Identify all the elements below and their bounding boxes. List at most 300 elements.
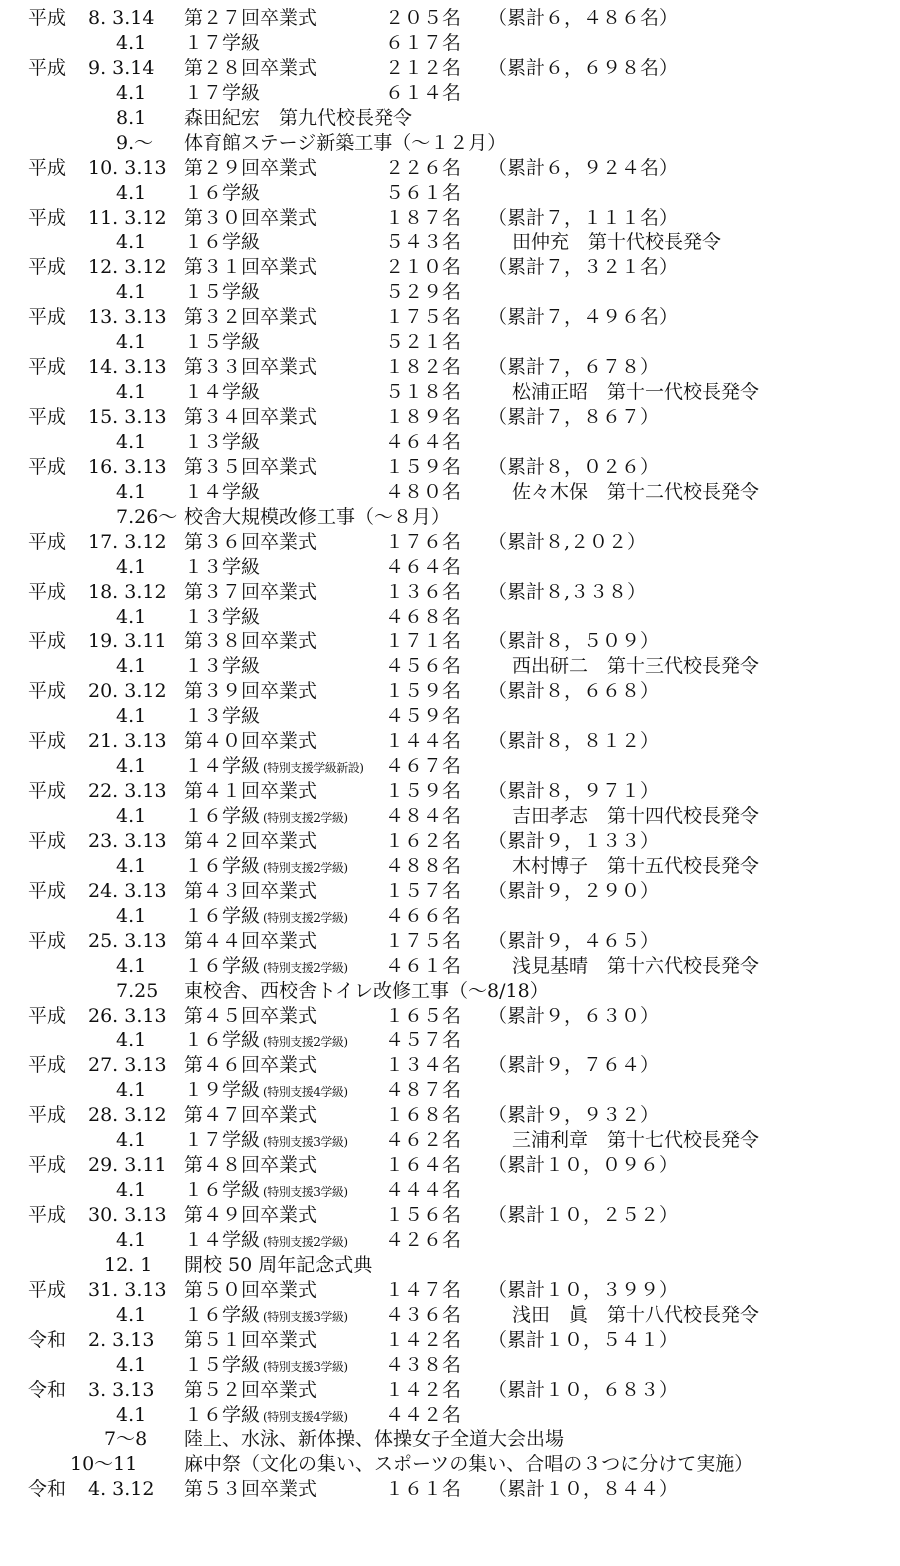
event-text — [184, 1028, 348, 1055]
date-label: 4.1 — [116, 705, 147, 728]
event-text — [184, 1378, 317, 1403]
date-label: 23. 3.13 — [88, 829, 167, 852]
student-count: ４５７名 — [385, 1029, 462, 1052]
principal-appointment: 松浦正昭 第十一代校長発令 — [512, 381, 760, 404]
cumulative-total: （累計１０，３９９） — [488, 1278, 679, 1301]
event-text — [184, 1153, 317, 1178]
event-text — [184, 804, 348, 831]
date-label: 16. 3.13 — [88, 455, 167, 478]
event-label: １６学級 — [184, 181, 261, 204]
history-row — [0, 729, 900, 754]
student-count: １５９名 — [385, 455, 462, 478]
event-text — [184, 1078, 348, 1105]
event-label: 体育館ステージ新築工事（～１２月） — [184, 131, 507, 154]
principal-appointment: 西出研二 第十三代校長発令 — [512, 655, 760, 678]
cumulative-total: （累計６，６９８名） — [488, 56, 679, 79]
cumulative-total: （累計８，９７１） — [488, 780, 660, 803]
history-row — [0, 1427, 900, 1452]
student-count: １６４名 — [385, 1154, 462, 1177]
history-row — [0, 380, 900, 405]
history-row — [0, 1477, 900, 1502]
student-count: ４４４名 — [385, 1179, 462, 1202]
student-count: １７６名 — [385, 530, 462, 553]
event-label: １４学級 — [184, 381, 261, 404]
event-text — [184, 156, 317, 181]
event-text — [184, 1053, 317, 1078]
special-support-note: (特別支援3学級) — [263, 1185, 348, 1200]
event-label: 第３２回卒業式 — [184, 306, 318, 329]
history-row — [0, 131, 900, 156]
student-count: ４８８名 — [385, 854, 462, 877]
era-label: 平成 — [28, 1104, 67, 1127]
history-row — [0, 1178, 900, 1203]
special-support-note: (特別支援2学級) — [263, 1035, 348, 1050]
student-count: ５４３名 — [385, 231, 462, 254]
history-row — [0, 1353, 900, 1378]
event-label: １６学級 — [184, 904, 261, 927]
date-label: 22. 3.13 — [88, 780, 167, 803]
era-label: 平成 — [28, 580, 67, 603]
date-label: 14. 3.13 — [88, 356, 167, 379]
cumulative-total: （累計６，９２４名） — [488, 156, 679, 179]
era-label: 平成 — [28, 1204, 67, 1226]
event-label: １５学級 — [184, 1353, 261, 1376]
date-label: 31. 3.13 — [88, 1278, 167, 1301]
student-count: ４６６名 — [385, 904, 462, 927]
history-row — [0, 1378, 900, 1403]
event-text — [184, 1477, 317, 1502]
student-count: １５９名 — [385, 780, 462, 803]
special-support-note: (特別支援2学級) — [263, 910, 348, 925]
history-row — [0, 929, 900, 954]
principal-appointment: 浅田 眞 第十八代校長発令 — [512, 1303, 760, 1326]
event-text — [184, 56, 317, 81]
special-support-note: (特別支援学級新設) — [263, 761, 364, 776]
date-label: 27. 3.13 — [88, 1054, 167, 1077]
cumulative-total: （累計１０，５４１） — [488, 1328, 679, 1351]
event-label: 第４６回卒業式 — [184, 1054, 318, 1077]
date-label: 4.1 — [116, 954, 147, 977]
date-label: 20. 3.12 — [88, 680, 167, 703]
event-text — [184, 455, 317, 480]
event-label: １６学級 — [184, 1029, 261, 1052]
date-label: 9.～ — [116, 131, 154, 154]
date-label: 12. 1 — [104, 1253, 153, 1276]
date-label: 4. 3.12 — [88, 1478, 155, 1501]
student-count: ４６４名 — [385, 430, 462, 453]
date-label: 8. 3.14 — [88, 7, 155, 29]
event-label: 陸上、水泳、新体操、体操女子全道大会出場 — [184, 1428, 565, 1451]
student-count: ５２１名 — [385, 331, 462, 354]
era-label: 平成 — [28, 879, 67, 902]
student-count: ５６１名 — [385, 181, 462, 204]
date-label: 4.1 — [116, 331, 147, 354]
event-text — [184, 181, 260, 206]
history-row — [0, 480, 900, 505]
event-text — [184, 31, 260, 56]
cumulative-total: （累計８，５０９） — [488, 630, 660, 653]
cumulative-total: （累計９，６３０） — [488, 1004, 660, 1027]
event-label: 麻中祭（文化の集い、スポーツの集い、合唱の３つに分けて実施） — [184, 1453, 754, 1476]
event-label: 第４０回卒業式 — [184, 730, 318, 753]
history-row — [0, 605, 900, 630]
event-text — [184, 1328, 317, 1353]
date-label: 30. 3.13 — [88, 1204, 167, 1226]
event-label: 第５２回卒業式 — [184, 1378, 318, 1401]
special-support-note: (特別支援2学級) — [263, 860, 348, 875]
student-count: ４４２名 — [385, 1403, 462, 1426]
date-label: 4.1 — [116, 854, 147, 877]
date-label: 24. 3.13 — [88, 879, 167, 902]
history-row — [0, 505, 900, 530]
date-label: 4.1 — [116, 81, 147, 104]
event-text — [184, 829, 317, 854]
student-count: ４５９名 — [385, 705, 462, 728]
student-count: １５９名 — [385, 680, 462, 703]
date-label: 8.1 — [116, 106, 147, 129]
cumulative-total: （累計９，２９０） — [488, 879, 660, 902]
history-row — [0, 779, 900, 804]
principal-appointment: 浅見基晴 第十六代校長発令 — [512, 954, 760, 977]
event-label: １５学級 — [184, 281, 261, 304]
era-label: 平成 — [28, 1004, 67, 1027]
history-row — [0, 580, 900, 605]
event-text — [184, 1278, 317, 1303]
event-label: １３学級 — [184, 555, 261, 578]
event-text — [184, 280, 260, 305]
cumulative-total: （累計８，０２６） — [488, 455, 660, 478]
era-label: 平成 — [28, 829, 67, 852]
era-label: 平成 — [28, 780, 67, 803]
history-row — [0, 430, 900, 455]
date-label: 29. 3.11 — [88, 1154, 167, 1177]
special-support-note: (特別支援4学級) — [263, 1409, 348, 1424]
date-label: 4.1 — [116, 281, 147, 304]
student-count: ４８４名 — [385, 805, 462, 827]
era-label: 平成 — [28, 630, 67, 653]
era-label: 平成 — [28, 929, 67, 952]
date-label: 4.1 — [116, 1029, 147, 1052]
student-count: ４３６名 — [385, 1303, 462, 1326]
student-count: ４８７名 — [385, 1079, 462, 1102]
date-label: 4.1 — [116, 1179, 147, 1202]
event-text — [184, 754, 363, 781]
date-label: 4.1 — [116, 1303, 147, 1326]
student-count: ６１４名 — [385, 81, 462, 104]
event-label: １６学級 — [184, 954, 261, 977]
event-text — [184, 6, 317, 31]
event-label: 第２７回卒業式 — [184, 7, 318, 29]
date-label: 21. 3.13 — [88, 730, 167, 753]
era-label: 平成 — [28, 156, 67, 179]
event-label: １３学級 — [184, 605, 261, 628]
event-text — [184, 704, 260, 729]
cumulative-total: （累計９，７６４） — [488, 1054, 660, 1077]
date-label: 12. 3.12 — [88, 256, 167, 279]
history-row — [0, 1153, 900, 1178]
student-count: ４６４名 — [385, 555, 462, 578]
student-count: １４２名 — [385, 1328, 462, 1351]
cumulative-total: （累計８，６６８） — [488, 680, 660, 703]
cumulative-total: （累計８，８１２） — [488, 730, 660, 753]
principal-appointment: 佐々木保 第十二代校長発令 — [512, 480, 760, 503]
event-label: １５学級 — [184, 331, 261, 354]
event-label: １４学級 — [184, 755, 261, 778]
history-row — [0, 904, 900, 929]
history-row — [0, 81, 900, 106]
date-label: 4.1 — [116, 805, 147, 827]
event-text — [184, 1004, 317, 1029]
cumulative-total: （累計７，１１１名） — [488, 206, 679, 229]
date-label: 4.1 — [116, 1228, 147, 1251]
date-label: 4.1 — [116, 1403, 147, 1426]
event-label: 第３３回卒業式 — [184, 356, 318, 379]
history-row — [0, 1128, 900, 1153]
history-row — [0, 455, 900, 480]
era-label: 平成 — [28, 206, 67, 229]
history-row — [0, 854, 900, 879]
history-row — [0, 879, 900, 904]
event-label: 森田紀宏 第九代校長発令 — [184, 106, 413, 129]
event-label: 第３７回卒業式 — [184, 580, 318, 603]
history-row — [0, 6, 900, 31]
event-text — [184, 255, 317, 280]
student-count: ２１０名 — [385, 256, 462, 279]
cumulative-total: （累計１０，６８３） — [488, 1378, 679, 1401]
history-row — [0, 1278, 900, 1303]
event-label: １４学級 — [184, 480, 261, 503]
date-label: 19. 3.11 — [88, 630, 167, 653]
history-row — [0, 555, 900, 580]
date-label: 4.1 — [116, 31, 147, 54]
cumulative-total: （累計９，９３２） — [488, 1104, 660, 1127]
era-label: 平成 — [28, 406, 67, 428]
era-label: 平成 — [28, 530, 67, 553]
cumulative-total: （累計１０，８４４） — [488, 1478, 679, 1501]
student-count: ４６７名 — [385, 755, 462, 778]
student-count: １８７名 — [385, 206, 462, 229]
principal-appointment: 吉田孝志 第十四代校長発令 — [512, 805, 760, 827]
student-count: ６１７名 — [385, 31, 462, 54]
event-text — [184, 729, 317, 754]
cumulative-total: （累計９，１３３） — [488, 829, 660, 852]
student-count: １５７名 — [385, 879, 462, 902]
event-text — [184, 430, 260, 455]
event-text — [184, 580, 317, 605]
date-label: 4.1 — [116, 381, 147, 404]
event-label: 第４９回卒業式 — [184, 1204, 318, 1226]
special-support-note: (特別支援4学級) — [263, 1085, 348, 1100]
student-count: １６８名 — [385, 1104, 462, 1127]
era-label: 令和 — [28, 1378, 67, 1401]
event-label: １７学級 — [184, 81, 261, 104]
student-count: １６２名 — [385, 829, 462, 852]
history-row — [0, 704, 900, 729]
event-text — [184, 480, 260, 505]
event-label: 第３１回卒業式 — [184, 256, 318, 279]
special-support-note: (特別支援2学級) — [263, 1234, 348, 1249]
event-label: １７学級 — [184, 31, 261, 54]
history-row — [0, 1053, 900, 1078]
event-label: 第３０回卒業式 — [184, 206, 318, 229]
era-label: 平成 — [28, 306, 67, 329]
student-count: ４６２名 — [385, 1129, 462, 1152]
event-text — [184, 305, 317, 330]
event-label: 第２９回卒業式 — [184, 156, 318, 179]
event-label: １３学級 — [184, 655, 261, 678]
history-row — [0, 156, 900, 181]
event-label: １６学級 — [184, 231, 261, 254]
cumulative-total: （累計６，４８６名） — [488, 7, 679, 29]
era-label: 平成 — [28, 56, 67, 79]
event-label: 第４１回卒業式 — [184, 780, 318, 803]
student-count: ５１８名 — [385, 381, 462, 404]
date-label: 7.25 — [116, 979, 159, 1002]
student-count: １５６名 — [385, 1204, 462, 1226]
cumulative-total: （累計７，８６７） — [488, 406, 660, 428]
event-text — [184, 131, 506, 156]
event-text — [184, 929, 317, 954]
event-text — [184, 679, 317, 704]
student-count: １４４名 — [385, 730, 462, 753]
era-label: 平成 — [28, 1054, 67, 1077]
event-text — [184, 1303, 348, 1330]
event-text — [184, 629, 317, 654]
history-row — [0, 1228, 900, 1253]
event-label: １６学級 — [184, 805, 261, 827]
era-label: 平成 — [28, 1278, 67, 1301]
history-row — [0, 1004, 900, 1029]
date-label: 4.1 — [116, 181, 147, 204]
history-row — [0, 829, 900, 854]
era-label: 平成 — [28, 256, 67, 279]
history-row — [0, 979, 900, 1004]
history-row — [0, 1452, 900, 1477]
era-label: 平成 — [28, 455, 67, 478]
event-text — [184, 380, 260, 405]
cumulative-total: （累計７，４９６名） — [488, 306, 679, 329]
date-label: 4.1 — [116, 430, 147, 453]
history-row — [0, 280, 900, 305]
date-label: 9. 3.14 — [88, 56, 155, 79]
date-label: 13. 3.13 — [88, 306, 167, 329]
date-label: 10～11 — [70, 1453, 138, 1476]
history-row — [0, 1078, 900, 1103]
history-row — [0, 56, 900, 81]
event-text — [184, 779, 317, 804]
student-count: ５２９名 — [385, 281, 462, 304]
date-label: 4.1 — [116, 605, 147, 628]
date-label: 26. 3.13 — [88, 1004, 167, 1027]
event-text — [184, 904, 348, 931]
event-label: 第４３回卒業式 — [184, 879, 318, 902]
history-row — [0, 1403, 900, 1428]
event-label: １４学級 — [184, 1228, 261, 1251]
history-row — [0, 31, 900, 56]
date-label: 4.1 — [116, 480, 147, 503]
history-row — [0, 1103, 900, 1128]
history-row — [0, 804, 900, 829]
student-count: ４６１名 — [385, 954, 462, 977]
principal-appointment: 田仲充 第十代校長発令 — [512, 231, 722, 254]
history-row — [0, 1328, 900, 1353]
event-label: １９学級 — [184, 1079, 261, 1102]
special-support-note: (特別支援3学級) — [263, 1135, 348, 1150]
student-count: １８２名 — [385, 356, 462, 379]
event-text — [184, 330, 260, 355]
event-text — [184, 405, 317, 430]
cumulative-total: （累計１０，０９６） — [488, 1154, 679, 1177]
history-row — [0, 1203, 900, 1228]
date-label: 4.1 — [116, 655, 147, 678]
student-count: ２１２名 — [385, 56, 462, 79]
special-support-note: (特別支援3学級) — [263, 1309, 348, 1324]
event-label: 第４７回卒業式 — [184, 1104, 318, 1127]
date-label: 18. 3.12 — [88, 580, 167, 603]
date-label: 7.26～ — [116, 505, 178, 528]
date-label: 28. 3.12 — [88, 1104, 167, 1127]
history-row — [0, 405, 900, 430]
event-text — [184, 1128, 348, 1155]
event-label: 第４８回卒業式 — [184, 1154, 318, 1177]
event-label: １６学級 — [184, 1179, 261, 1202]
date-label: 2. 3.13 — [88, 1328, 155, 1351]
event-label: １３学級 — [184, 430, 261, 453]
event-text — [184, 206, 317, 231]
event-label: 第４４回卒業式 — [184, 929, 318, 952]
event-text — [184, 605, 260, 630]
event-text — [184, 81, 260, 106]
era-label: 令和 — [28, 1478, 67, 1501]
event-text — [184, 1452, 753, 1477]
student-count: ２０５名 — [385, 7, 462, 29]
date-label: 4.1 — [116, 755, 147, 778]
history-row — [0, 305, 900, 330]
date-label: 4.1 — [116, 1129, 147, 1152]
event-text — [184, 1203, 317, 1228]
history-row — [0, 230, 900, 255]
event-label: 第３８回卒業式 — [184, 630, 318, 653]
event-label: 第３９回卒業式 — [184, 680, 318, 703]
date-label: 4.1 — [116, 555, 147, 578]
student-count: ４３８名 — [385, 1353, 462, 1376]
history-row — [0, 206, 900, 231]
student-count: １３６名 — [385, 580, 462, 603]
event-text — [184, 879, 317, 904]
history-row — [0, 530, 900, 555]
date-label: 4.1 — [116, 231, 147, 254]
event-text — [184, 1403, 348, 1430]
principal-appointment: 木村博子 第十五代校長発令 — [512, 854, 760, 877]
event-label: 第３６回卒業式 — [184, 530, 318, 553]
student-count: ４６８名 — [385, 605, 462, 628]
history-row — [0, 255, 900, 280]
event-text — [184, 954, 348, 981]
history-row — [0, 106, 900, 131]
event-text — [184, 530, 317, 555]
history-row — [0, 754, 900, 779]
date-label: 7～8 — [104, 1428, 148, 1451]
event-text — [184, 1427, 564, 1452]
history-row — [0, 654, 900, 679]
cumulative-total: （累計７，３２１名） — [488, 256, 679, 279]
date-label: 4.1 — [116, 1353, 147, 1376]
event-label: １６学級 — [184, 854, 261, 877]
event-label: １６学級 — [184, 1303, 261, 1326]
era-label: 平成 — [28, 356, 67, 379]
student-count: １７５名 — [385, 929, 462, 952]
event-label: 第２８回卒業式 — [184, 56, 318, 79]
